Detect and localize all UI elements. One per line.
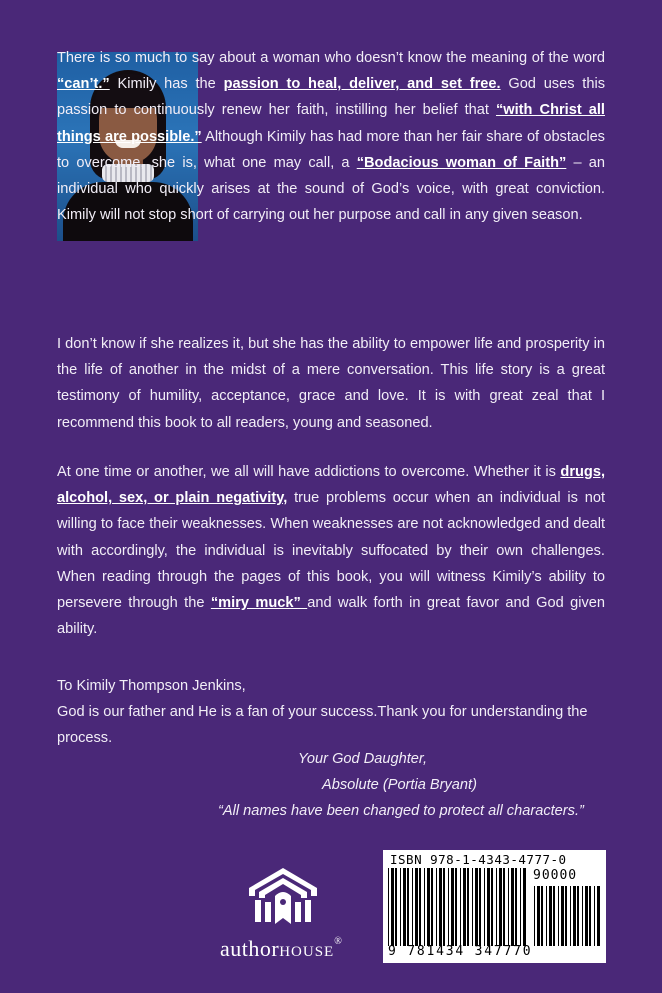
publisher-name — [220, 936, 342, 962]
signature-line-2: Absolute (Portia Bryant) — [322, 777, 477, 793]
p1-emphasis-christ: “with Christ all things are possible.” — [57, 102, 605, 145]
p1-text-2: Kimily has the — [109, 76, 224, 93]
barcode-addon-bars — [533, 886, 601, 946]
p3-emphasis-miry-muck: “miry muck” — [210, 595, 308, 612]
publisher-logo — [220, 866, 360, 962]
p3-text-3: and walk forth in great favor and God given ability. — [57, 595, 606, 638]
p3-emphasis-drugs: drugs, alcohol, sex, or plain negativity, — [57, 464, 605, 507]
barcode-bars — [387, 868, 527, 946]
publisher-name-b: HOUSE — [279, 944, 335, 960]
isbn-barcode — [383, 850, 606, 963]
disclaimer: “All names have been changed to protect all characters.” — [218, 803, 584, 819]
paragraph-1 — [57, 45, 605, 228]
p1-emphasis-bodacious: “Bodacious woman of Faith” — [356, 154, 567, 171]
p1-text-3: God uses this passion to continuously renew her faith, instilling her belief that — [57, 76, 606, 119]
dedication-line-1: To Kimily Thompson Jenkins, — [57, 678, 246, 694]
publisher-name-a: author — [220, 936, 280, 961]
dedication — [57, 673, 605, 752]
barcode-addon-number: 90000 — [533, 868, 578, 883]
dedication-line-2: God is our father and He is a fan of your success.Thank you for understanding the process. — [57, 704, 588, 747]
p3-text-2: true problems occur when an individual is not willing to face their weaknesses. When weaknesses are not acknowledged and dealt with accordingly, the individual is inevitably suffocated by their own challenges. When reading through the pages of this book, you will witness Kimily’s ability to persevere through the — [57, 490, 605, 612]
p1-emphasis-passion: passion to heal, deliver, and set free. — [223, 76, 501, 93]
p3-text-1: At one time or another, we all will have addictions to overcome. Whether it is — [57, 464, 561, 480]
signature-line-1: Your God Daughter, — [298, 751, 427, 767]
p1-text-4: Although Kimily has had more than her fair share of obstacles to overcome, she is, what one may call, a — [57, 128, 605, 171]
paragraph-3 — [57, 459, 605, 642]
isbn-label: ISBN 978-1-4343-4777-0 — [390, 852, 567, 867]
house-logo-icon — [245, 866, 321, 928]
registered-mark: ® — [334, 936, 343, 947]
paragraph-2: I don’t know if she realizes it, but she has the ability to empower life and prosperity in the life of another in the midst of a mere conversation. This life story is a great testimony of humility, acceptance, grace and love. It is with great zeal that I recommend this book to all readers, young and seasoned. — [57, 336, 605, 431]
p1-text-5: – an individual who quickly arises at the sound of God’s voice, with great conviction. Kimily will not stop short of carrying out her purpose and call in any given season. — [57, 154, 605, 224]
barcode-number: 9 781434 347770 — [388, 944, 533, 959]
p1-emphasis-cant: “can’t.” — [57, 76, 110, 93]
p1-text-1: There is so much to say about a woman who doesn’t know the meaning of the word — [57, 50, 605, 66]
